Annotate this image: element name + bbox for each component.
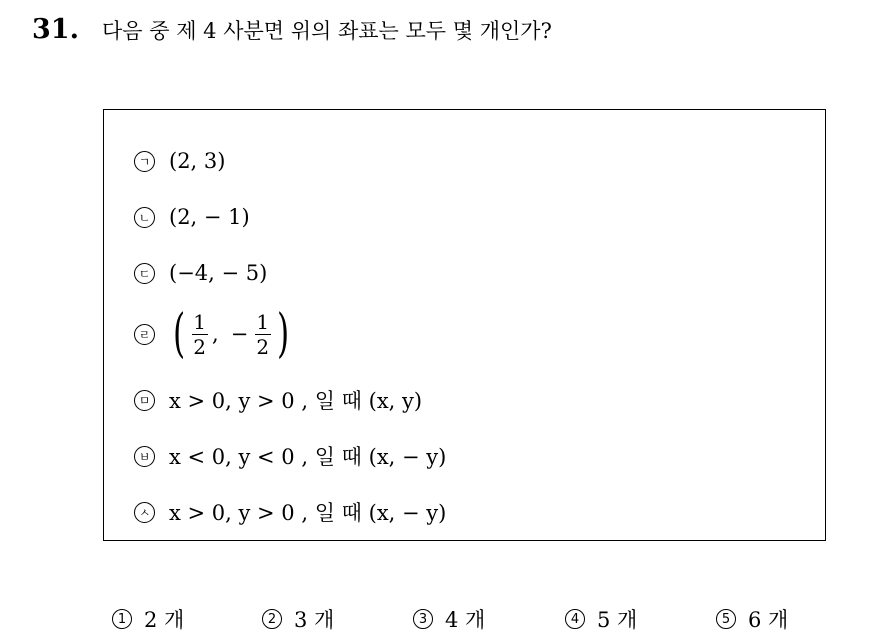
choice-label: 2 개	[144, 608, 185, 632]
choice-number-circle: 4	[565, 609, 585, 629]
condition-box	[103, 109, 826, 541]
item-marker: ㅅ	[134, 502, 155, 523]
fraction-pair	[169, 304, 293, 364]
item-marker: ㄴ	[134, 207, 155, 228]
question-number: 31.	[32, 14, 79, 45]
choice-label: 6 개	[748, 608, 789, 632]
comma: ,	[212, 322, 219, 346]
item-expression: (−4, − 5)	[169, 261, 268, 285]
item-expression: x > 0, y > 0 , 일 때 (x, − y)	[169, 501, 447, 525]
minus-sign: −	[230, 322, 249, 346]
item-expression: x > 0, y > 0 , 일 때 (x, y)	[169, 389, 423, 413]
fraction-one	[191, 310, 208, 359]
fraction-denominator: 2	[193, 334, 207, 359]
item-expression: x < 0, y < 0 , 일 때 (x, − y)	[169, 445, 447, 469]
item-siot	[134, 497, 446, 527]
choice-3[interactable]	[413, 604, 485, 634]
item-marker: ㄹ	[134, 324, 155, 345]
item-nieun	[134, 205, 250, 229]
fraction-numerator: 1	[256, 309, 270, 334]
item-expression: (2, − 1)	[169, 205, 250, 229]
item-marker: ㄱ	[134, 151, 155, 172]
fraction-numerator: 1	[193, 309, 207, 334]
item-expression: (2, 3)	[169, 149, 226, 173]
choice-4[interactable]	[565, 604, 637, 634]
choice-number-circle: 1	[112, 609, 132, 629]
item-digeut	[134, 261, 267, 285]
choice-1[interactable]	[112, 604, 184, 634]
choice-2[interactable]	[262, 604, 334, 634]
choice-5[interactable]	[716, 604, 788, 634]
item-giyeok	[134, 149, 225, 173]
question-text: 다음 중 제 4 사분면 위의 좌표는 모두 몇 개인가?	[102, 19, 552, 43]
choice-label: 5 개	[597, 608, 638, 632]
choice-label: 3 개	[294, 608, 335, 632]
left-paren: (	[173, 304, 186, 364]
right-paren: )	[277, 304, 290, 364]
item-bieup	[134, 441, 446, 471]
item-rieul	[134, 304, 293, 364]
item-marker: ㅂ	[134, 446, 155, 467]
choice-number-circle: 2	[262, 609, 282, 629]
fraction-two	[254, 310, 271, 359]
choice-number-circle: 3	[413, 609, 433, 629]
choice-label: 4 개	[445, 608, 486, 632]
item-marker: ㄷ	[134, 263, 155, 284]
fraction-denominator: 2	[256, 334, 270, 359]
choice-number-circle: 5	[716, 609, 736, 629]
item-mieum	[134, 385, 422, 415]
question-header	[32, 14, 552, 45]
item-marker: ㅁ	[134, 390, 155, 411]
